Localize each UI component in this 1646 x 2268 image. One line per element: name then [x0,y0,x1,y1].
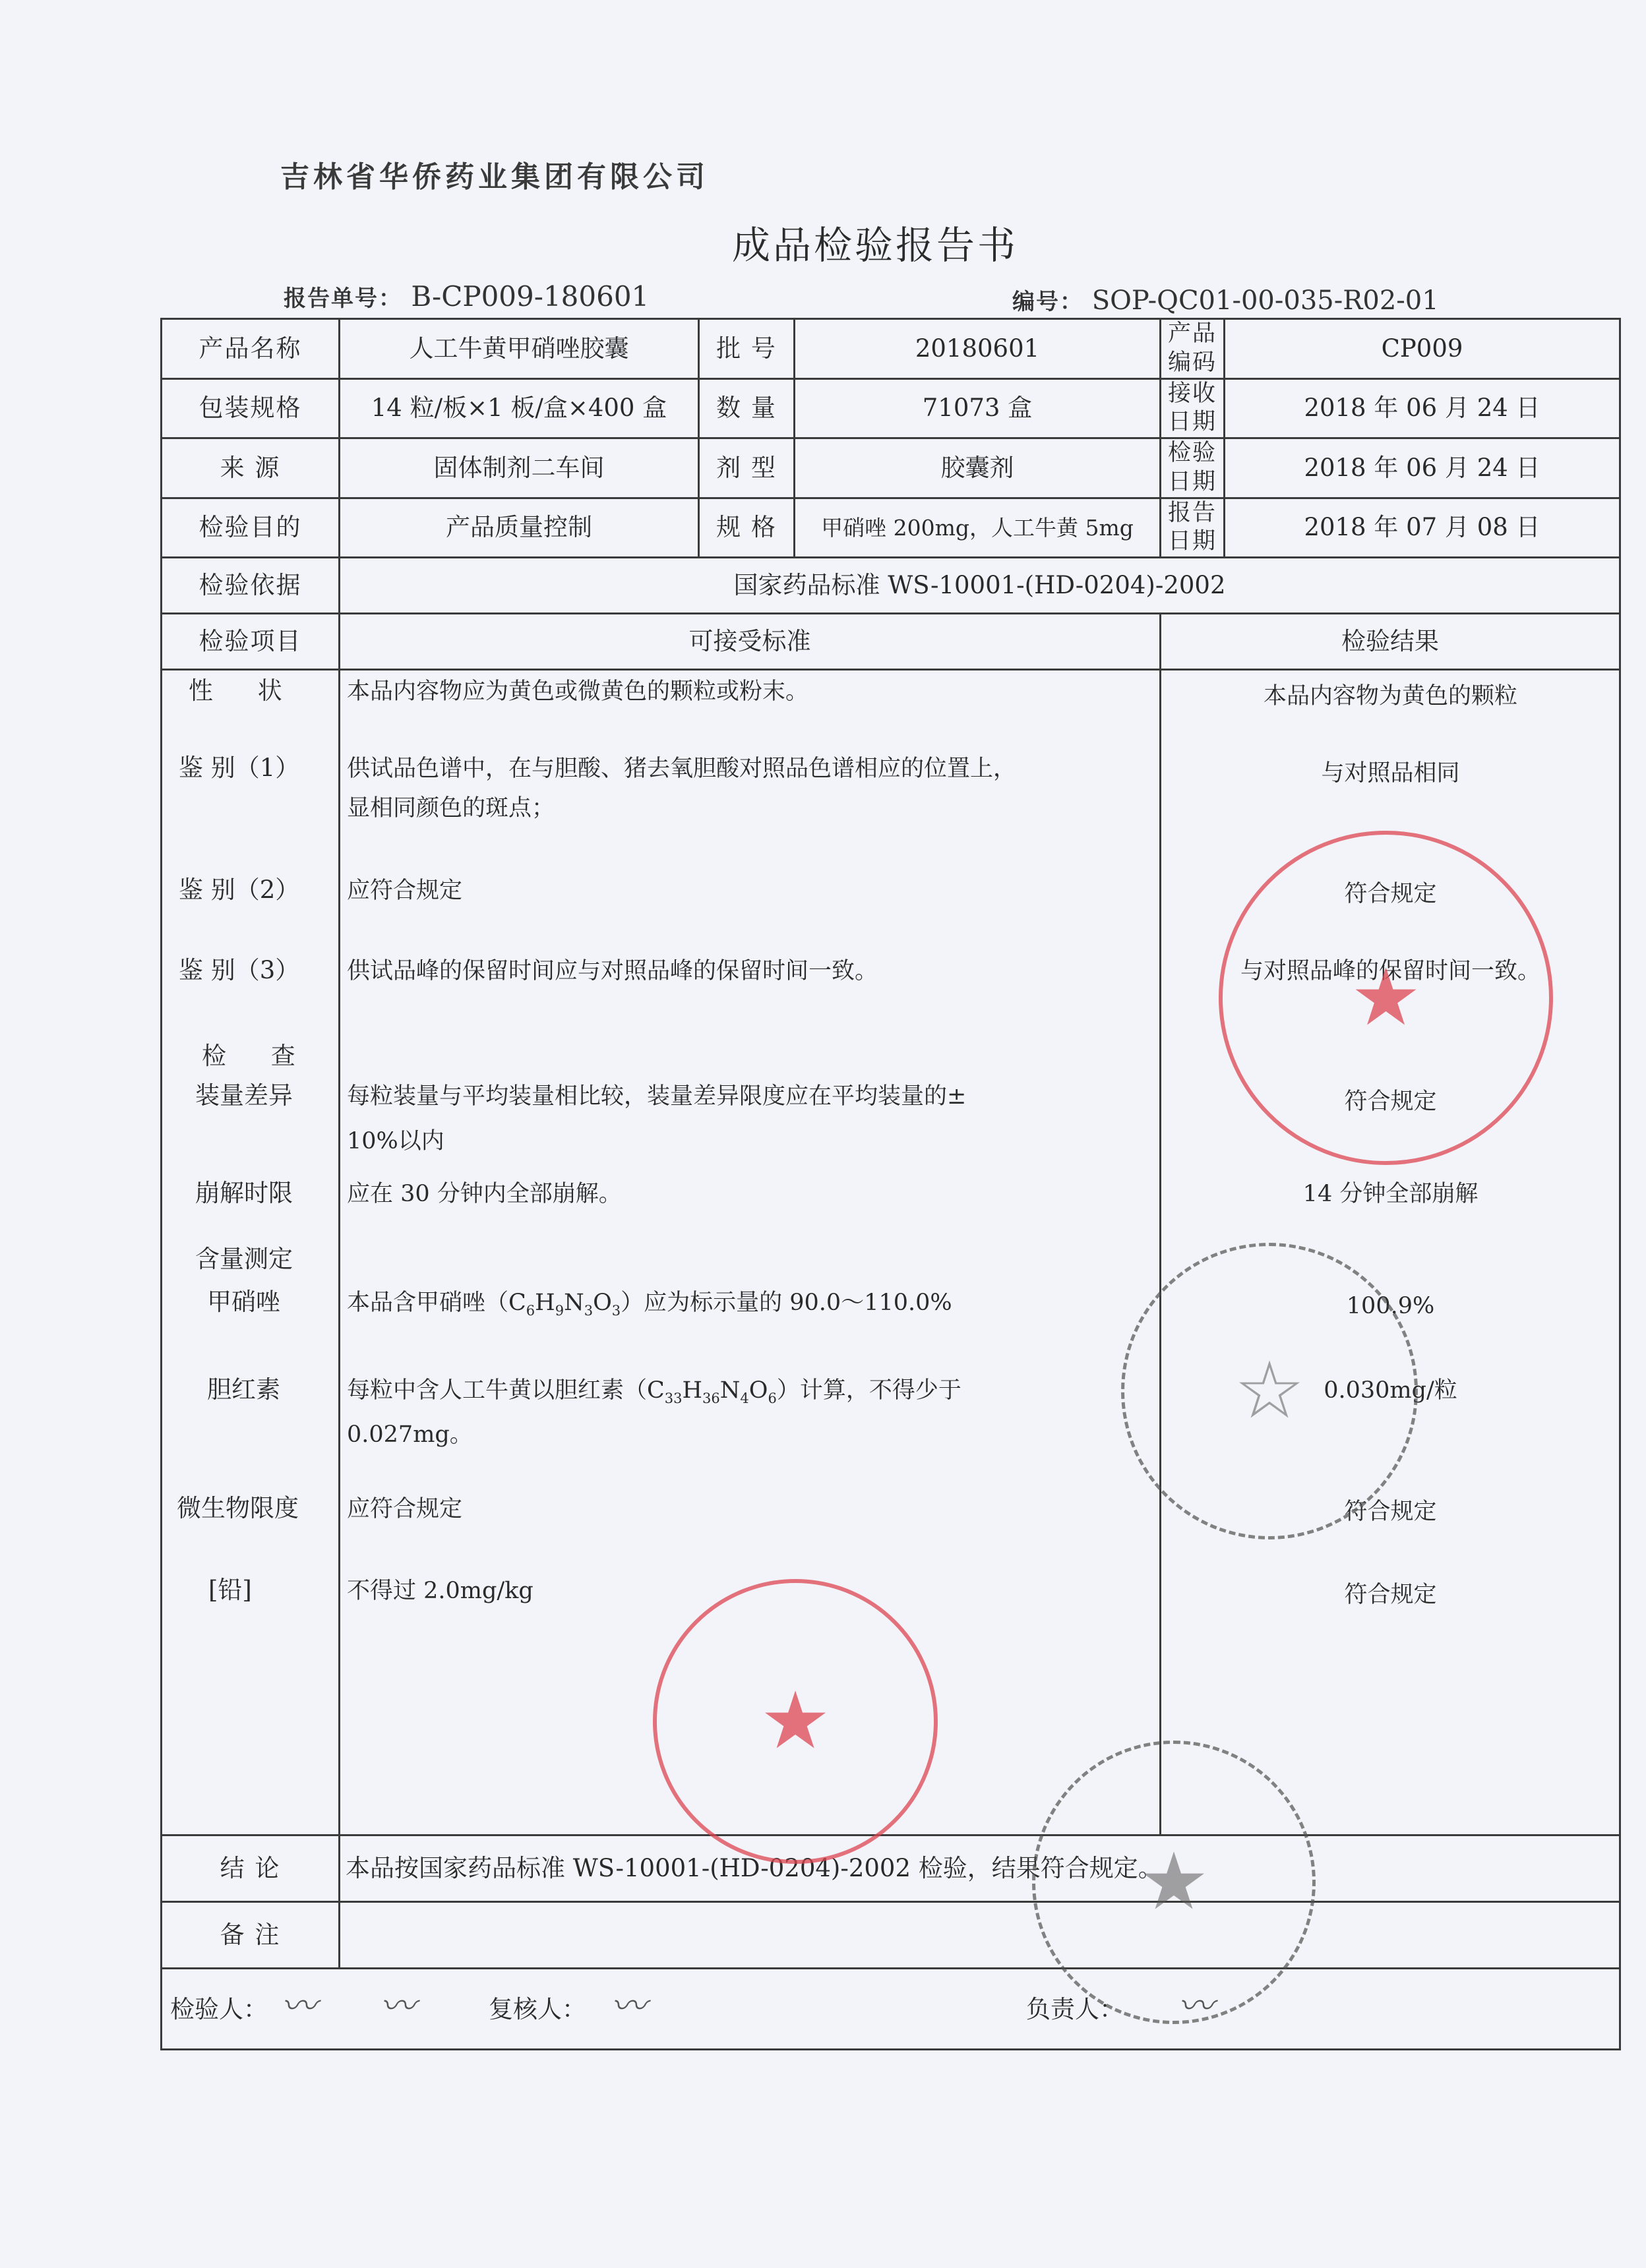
test-date-label: 检验日期 [1161,438,1225,498]
test-result: 符合规定 [1344,1089,1437,1115]
quantity-value: 71073 盒 [795,378,1161,438]
spec-label: 规 格 [699,498,795,558]
receive-date-label: 接收日期 [1161,378,1225,438]
document-number-value: SOP-QC01-00-035-R02-01 [1091,285,1439,316]
formula-element: H [535,1290,555,1316]
star-icon: ★ [1350,951,1422,1044]
column-header-result: 检验结果 [1161,614,1620,670]
remarks-label: 备 注 [162,1902,340,1969]
info-row-basis [162,558,1620,614]
product-name-label: 产品名称 [162,319,340,379]
reviewer-signature: 〰︎ [611,1985,646,2027]
test-result: 符合规定 [1344,1499,1437,1525]
test-standard: 本品内容物应为黄色或微黄色的颗粒或粉末。 [347,678,809,705]
test-standard: 应符合规定 [347,1496,463,1522]
responsible-signature: 〰︎ [1178,1985,1213,2027]
dosage-form-label: 剂 型 [699,438,795,498]
star-icon: ★ [760,1675,831,1767]
dosage-form-value: 胶囊剂 [795,438,1161,498]
test-standard-cont: 显相同颜色的斑点； [347,795,555,821]
formula-sub: 3 [584,1303,594,1319]
formula-sub: 9 [555,1303,564,1319]
test-result: 与对照品相同 [1321,760,1460,787]
test-result: 100.9% [1346,1293,1435,1319]
product-code-value: CP009 [1225,319,1620,379]
responsible-label: 负责人： [1026,1995,1124,2023]
batch-label: 批 号 [699,319,795,379]
column-header-item: 检验项目 [162,614,340,670]
formula-sub: 33 [664,1390,683,1406]
signature-row [162,1969,1620,2050]
test-item: 胆红素 [207,1375,280,1404]
test-standard-cont: 10%以内 [347,1128,444,1154]
test-standard: 应符合规定 [347,878,463,904]
test-items-row [162,670,1620,1835]
info-row-purpose [162,498,1620,558]
report-number-label: 报告单号： [284,285,402,312]
test-item: 装量差异 [195,1081,293,1110]
purpose-label: 检验目的 [162,498,340,558]
purpose-value: 产品质量控制 [340,498,699,558]
formula-element: O [748,1377,768,1404]
column-header-standard: 可接受标准 [340,614,1161,670]
receive-date-value: 2018 年 06 月 24 日 [1225,378,1620,438]
formula-sub: 6 [768,1390,777,1406]
test-standard-cont: 0.027mg。 [347,1421,473,1448]
package-label: 包装规格 [162,378,340,438]
report-date-value: 2018 年 07 月 08 日 [1225,498,1620,558]
test-item: 崩解时限 [195,1179,293,1207]
test-item: 微生物限度 [177,1494,299,1522]
inspection-table [160,318,1621,2050]
document-number [1012,284,1439,316]
report-number-value: B-CP009-180601 [411,280,650,313]
test-date-value: 2018 年 06 月 24 日 [1225,438,1620,498]
report-date-label: 报告日期 [1161,498,1225,558]
batch-value: 20180601 [795,319,1161,379]
reviewer-label: 复核人： [489,1995,586,2023]
test-item: 鉴 别（2） [179,876,300,904]
formula-sub: 36 [702,1390,720,1406]
source-label: 来 源 [162,438,340,498]
test-standard: 不得过 2.0mg/kg [347,1578,533,1604]
basis-value: 国家药品标准 WS-10001-(HD-0204)-2002 [340,558,1620,614]
test-standard: 供试品色谱中，在与胆酸、猪去氧胆酸对照品色谱相应的位置上， [347,756,1017,782]
star-icon: ★ [1138,1836,1209,1928]
spec-value: 甲硝唑 200mg，人工牛黄 5mg [795,498,1161,558]
test-result: 14 分钟全部崩解 [1302,1181,1478,1207]
standard-text: ）计算，不得少于 [776,1377,961,1404]
inspector-signature: 〰︎ [281,1985,317,2027]
package-value: 14 粒/板×1 板/盒×400 盒 [340,378,699,438]
document-title: 成品检验报告书 [732,223,1019,268]
test-item: 甲硝唑 [207,1288,280,1316]
company-name: 吉林省华侨药业集团有限公司 [280,160,709,194]
info-row-source [162,438,1620,498]
inspector-signature-2: 〰︎ [380,1985,415,2027]
star-icon: ☆ [1234,1345,1305,1437]
formula-element: H [682,1377,703,1404]
signature-cell [162,1969,1620,2050]
conclusion-text: 本品按国家药品标准 WS-10001-(HD-0204)-2002 检验，结果符合规定。 [340,1835,1620,1902]
formula-sub: 4 [740,1390,749,1406]
source-value: 固体制剂二车间 [340,438,699,498]
test-result: 0.030mg/粒 [1324,1377,1457,1404]
test-item: [铅] [208,1576,252,1604]
test-result: 本品内容物为黄色的颗粒 [1264,683,1518,709]
test-standard [347,1375,1148,1408]
test-result: 符合规定 [1344,881,1437,907]
formula-element: O [593,1290,612,1316]
document-number-label: 编号： [1012,289,1083,315]
test-standard: 供试品峰的保留时间应与对照品峰的保留时间一致。 [347,958,878,984]
test-standard: 应在 30 分钟内全部崩解。 [347,1181,622,1207]
inspector-label: 检验人： [170,1995,268,2023]
test-item: 检 查 [202,1042,314,1070]
test-item: 鉴 别（1） [179,754,300,782]
test-standard: 每粒装量与平均装量相比较，装量差异限度应在平均装量的± [347,1083,967,1110]
info-row-package [162,378,1620,438]
test-item: 含量测定 [195,1245,293,1273]
result-column [1161,670,1620,1835]
remarks-text [340,1902,1620,1969]
basis-label: 检验依据 [162,558,340,614]
standard-text: 每粒中含人工牛黄以胆红素（C [347,1377,665,1404]
conclusion-label: 结 论 [162,1835,340,1902]
standard-text: ）应为标示量的 90.0～110.0% [621,1290,952,1316]
test-result: 符合规定 [1344,1582,1437,1608]
conclusion-row [162,1835,1620,1902]
formula-element: N [719,1377,741,1404]
product-name-value: 人工牛黄甲硝唑胶囊 [340,319,699,379]
formula-sub: 3 [611,1303,621,1319]
formula-sub: 6 [526,1303,535,1319]
product-code-label: 产品编码 [1161,319,1225,379]
test-standard [347,1287,1148,1321]
test-item-column [162,670,340,1835]
test-result: 与对照品峰的保留时间一致。 [1240,958,1541,984]
formula-element: N [564,1290,584,1316]
report-number [284,280,649,313]
standard-text: 本品含甲硝唑（C [347,1290,526,1316]
test-item: 鉴 别（3） [179,956,300,984]
remarks-row [162,1902,1620,1969]
column-header-row [162,614,1620,670]
quantity-label: 数 量 [699,378,795,438]
standard-column [340,670,1161,1835]
test-item: 性 状 [189,676,301,705]
info-row-product [162,319,1620,379]
